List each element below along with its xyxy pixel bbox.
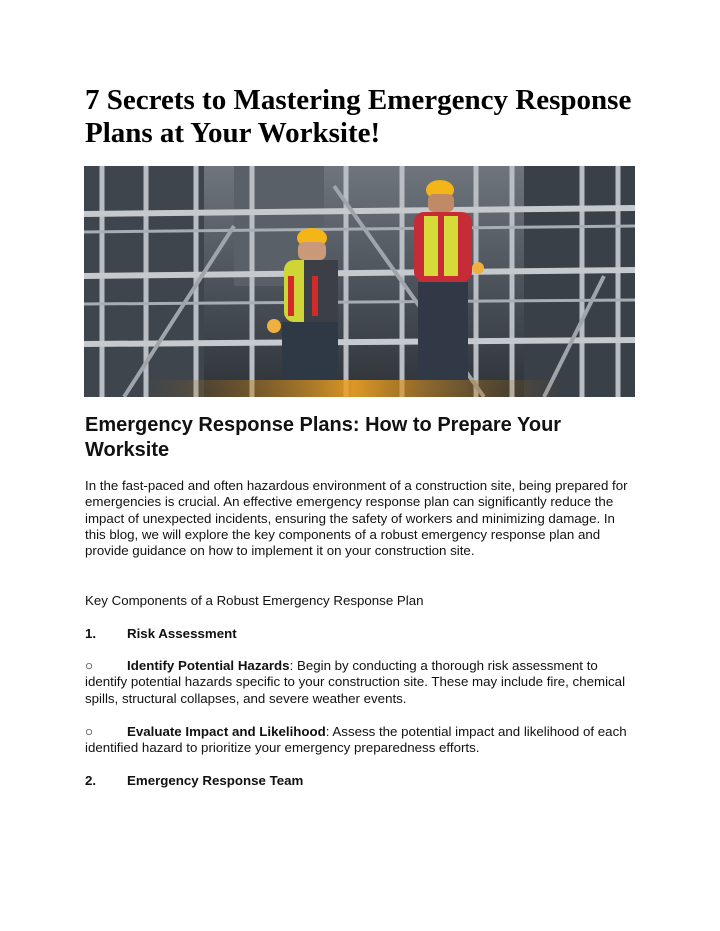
bullet-item <box>85 724 637 757</box>
bullet-text: : Begin by conducting a thorough risk assessment to identify potential hazards specific to your construction site. These may include fire, chemical spills, structural collapses, and severe weather events. <box>85 658 626 706</box>
construction-workers-image <box>84 166 635 397</box>
bullet-term: Evaluate Impact and Likelihood <box>127 724 326 739</box>
list-number: 2. <box>85 773 97 788</box>
circle-bullet-icon: ○ <box>85 658 94 673</box>
key-components-line: Key Components of a Robust Emergency Response Plan <box>85 593 424 608</box>
list-label: Emergency Response Team <box>127 773 304 788</box>
intro-paragraph: In the fast-paced and often hazardous environment of a construction site, being prepared for emergencies is crucial. An effective emergency response plan can significantly reduce the impact of unexpected incidents, ensuring the safety of workers and minimizing damage. In this blog, we will explore the key components of a robust emergency response plan and provide guidance on how to implement it on your construction site. <box>85 478 628 559</box>
circle-bullet-icon: ○ <box>85 724 94 739</box>
bullet-text: : Assess the potential impact and likelihood of each identified hazard to prioritize your emergency preparedness efforts. <box>85 724 627 756</box>
list-number: 1. <box>85 626 97 641</box>
bullet-item <box>85 658 637 707</box>
list-label: Risk Assessment <box>127 626 237 641</box>
page-title: 7 Secrets to Mastering Emergency Response Plans at Your Worksite! <box>85 84 632 149</box>
bullet-term: Identify Potential Hazards <box>127 658 290 673</box>
section-heading: Emergency Response Plans: How to Prepare Your Worksite <box>85 414 562 461</box>
